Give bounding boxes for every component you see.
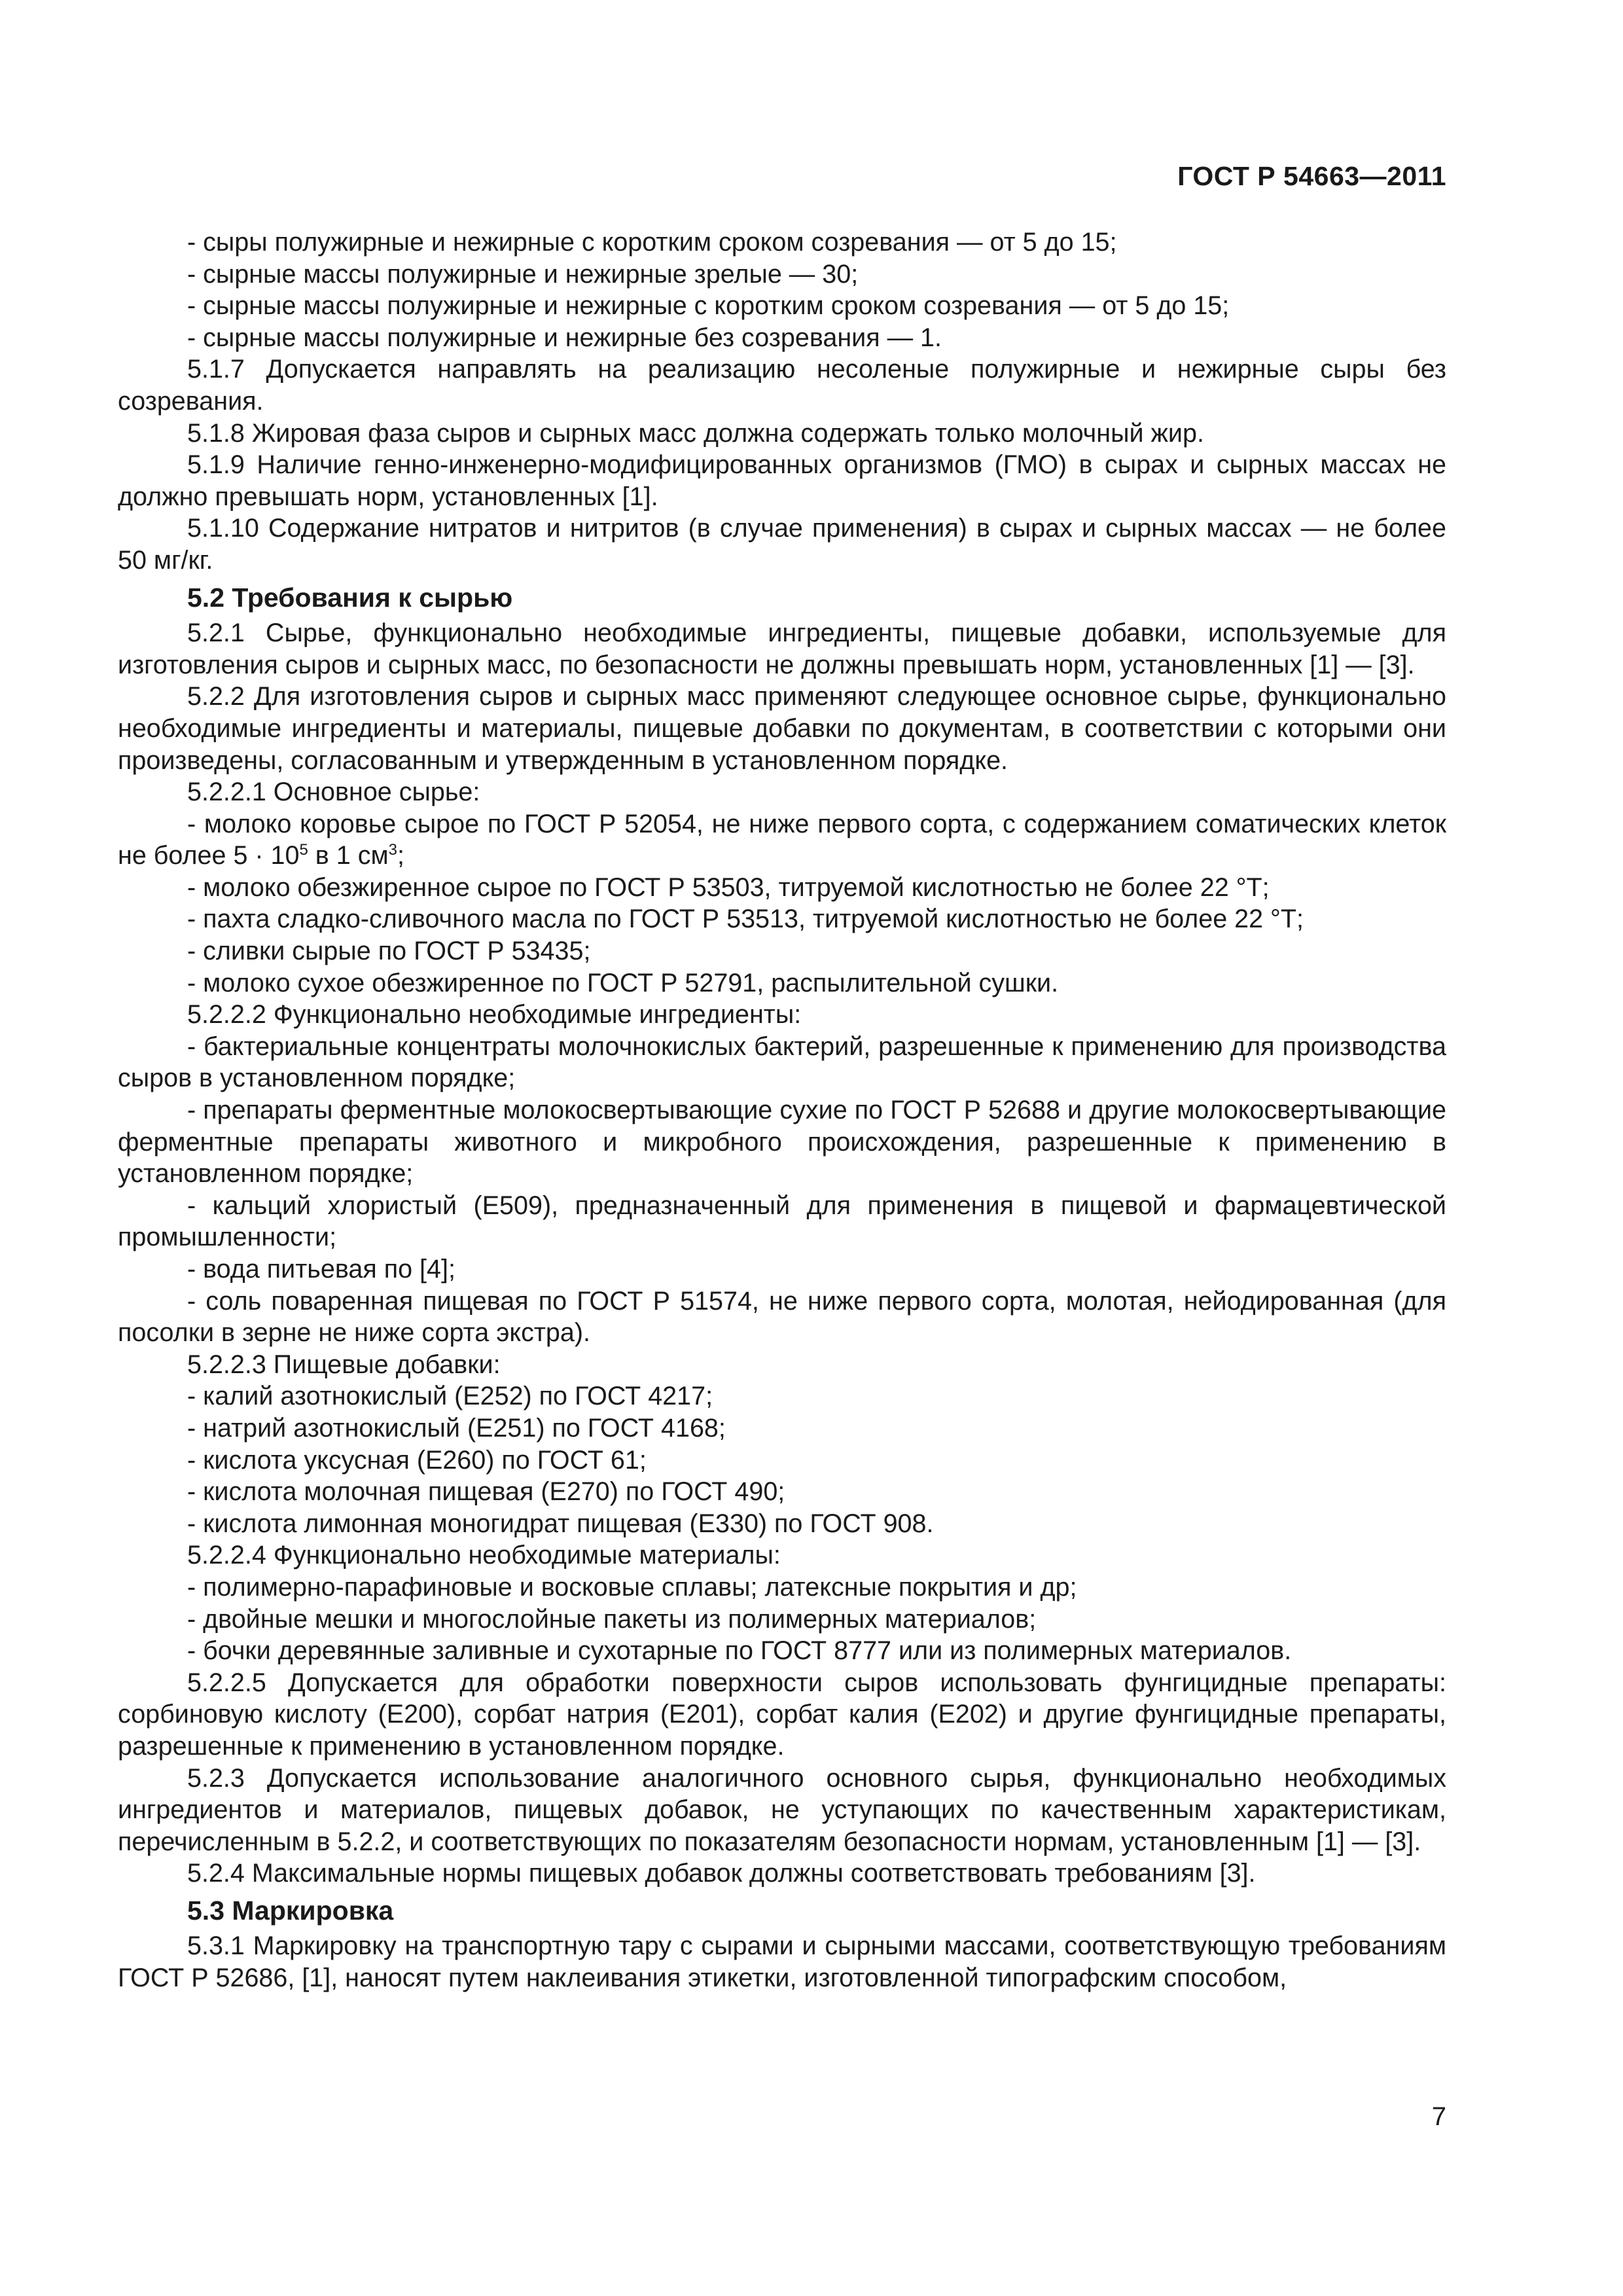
section-heading-5-2: 5.2 Требования к сырью bbox=[187, 582, 513, 613]
list-item-text: в 1 см bbox=[308, 841, 389, 870]
page-number: 7 bbox=[1431, 2102, 1446, 2131]
list-item: - бактериальные концентраты молочнокислых бактерий, разрешенные к применению для производства сыров в установленном порядке; bbox=[118, 1031, 1446, 1093]
list-item: - полимерно-парафиновые и восковые сплавы; латексные покрытия и др; bbox=[187, 1572, 1077, 1602]
paragraph-5-2-2: 5.2.2 Для изготовления сыров и сырных масс применяют следующее основное сырье, функционально необходимые ингредиенты и материалы, пищевые добавки по документам, в соответствии с которыми они произведены, согласованным и утвержденным в установленном порядке. bbox=[118, 682, 1446, 775]
paragraph-5-2-3: 5.2.3 Допускается использование аналогичного основного сырья, функционально необходимых ингредиентов и материалов, пищевых добавок, не уступающих по качественным характеристикам, перечисленным в 5.2.2, и соответствующих по показателям безопасности нормам, установленным [1] — [3]. bbox=[118, 1763, 1446, 1856]
paragraph-5-3-1: 5.3.1 Маркировку на транспортную тару с сырами и сырными массами, соответствующую требованиям ГОСТ Р 52686, [1], наносят путем наклеивания этикетки, изготовленной типографским способом, bbox=[118, 1931, 1446, 1993]
list-item: - молоко сухое обезжиренное по ГОСТ Р 52791, распылительной сушки. bbox=[187, 968, 1059, 997]
list-item-text: - молоко коровье сырое по ГОСТ Р 52054, не ниже первого сорта, с содержанием соматических клеток не более 5 · 10 bbox=[118, 809, 1446, 870]
list-item: - кислота лимонная моногидрат пищевая (Е330) по ГОСТ 908. bbox=[187, 1509, 934, 1538]
list-item: - сырные массы полужирные и нежирные зрелые — 30; bbox=[187, 259, 859, 289]
paragraph-5-2-2-2: 5.2.2.2 Функционально необходимые ингредиенты: bbox=[187, 1000, 802, 1030]
superscript: 3 bbox=[388, 841, 397, 859]
paragraph-5-1-10: 5.1.10 Содержание нитратов и нитритов (в случае применения) в сырах и сырных массах — не более 50 мг/кг. bbox=[118, 514, 1446, 575]
list-item: - кислота уксусная (Е260) по ГОСТ 61; bbox=[187, 1445, 647, 1475]
list-item: - сырные массы полужирные и нежирные с коротким сроком созревания — от 5 до 15; bbox=[187, 291, 1230, 321]
paragraph-5-2-2-3: 5.2.2.3 Пищевые добавки: bbox=[187, 1350, 501, 1379]
list-item: - соль поваренная пищевая по ГОСТ Р 51574, не ниже первого сорта, молотая, нейодированная (для посолки в зерне не ниже сорта экстра). bbox=[118, 1286, 1446, 1348]
superscript: 5 bbox=[299, 841, 308, 859]
paragraph-5-2-4: 5.2.4 Максимальные нормы пищевых добавок должны соответствовать требованиям [3]. bbox=[187, 1859, 1256, 1888]
list-item: - молоко обезжиренное сырое по ГОСТ Р 53503, титруемой кислотностью не более 22 °Т; bbox=[187, 872, 1270, 902]
paragraph-5-2-2-1: 5.2.2.1 Основное сырье: bbox=[187, 778, 480, 807]
list-item: - двойные мешки и многослойные пакеты из полимерных материалов; bbox=[187, 1604, 1037, 1634]
paragraph-5-1-7: 5.1.7 Допускается направлять на реализацию несоленые полужирные и нежирные сыры без созревания. bbox=[118, 355, 1446, 416]
list-item: - сырные массы полужирные и нежирные без созревания — 1. bbox=[187, 323, 942, 352]
section-heading-5-3: 5.3 Маркировка bbox=[187, 1895, 394, 1926]
document-header: ГОСТ Р 54663—2011 bbox=[1177, 161, 1446, 191]
list-item: - калий азотнокислый (Е252) по ГОСТ 4217; bbox=[187, 1382, 713, 1411]
paragraph-5-2-2-4: 5.2.2.4 Функционально необходимые материалы: bbox=[187, 1541, 781, 1570]
list-item: - пахта сладко-сливочного масла по ГОСТ Р 53513, титруемой кислотностью не более 22 °Т; bbox=[187, 905, 1304, 934]
list-item: - бочки деревянные заливные и сухотарные по ГОСТ 8777 или из полимерных материалов. bbox=[187, 1636, 1292, 1666]
list-item: - препараты ферментные молокосвертывающие сухие по ГОСТ Р 52688 и другие молокосвертывающие ферментные препараты животного и микробного происхождения, разрешенные к применению в установленном порядке; bbox=[118, 1096, 1446, 1189]
list-item bbox=[118, 808, 1446, 872]
list-item: - сливки сырые по ГОСТ Р 53435; bbox=[187, 937, 591, 966]
list-item: - вода питьевая по [4]; bbox=[187, 1255, 455, 1283]
paragraph-5-1-9: 5.1.9 Наличие генно-инженерно-модифицированных организмов (ГМО) в сырах и сырных массах не должно превышать норм, установленных [1]. bbox=[118, 450, 1446, 511]
document-body bbox=[118, 226, 1446, 1994]
list-item: - натрий азотнокислый (Е251) по ГОСТ 4168; bbox=[187, 1413, 726, 1443]
paragraph-5-2-1: 5.2.1 Сырье, функционально необходимые ингредиенты, пищевые добавки, используемые для изготовления сыров и сырных масс, по безопасности не должны превышать норм, установленных [1] — [3]. bbox=[118, 619, 1446, 679]
list-item: - сыры полужирные и нежирные с коротким сроком созревания — от 5 до 15; bbox=[187, 228, 1117, 257]
list-item: - кислота молочная пищевая (Е270) по ГОСТ 490; bbox=[187, 1477, 785, 1507]
paragraph-5-1-8: 5.1.8 Жировая фаза сыров и сырных масс должна содержать только молочный жир. bbox=[187, 418, 1204, 448]
list-item-text: ; bbox=[397, 841, 404, 870]
list-item: - кальций хлористый (Е509), предназначенный для применения в пищевой и фармацевтической промышленности; bbox=[118, 1191, 1446, 1252]
paragraph-5-2-2-5: 5.2.2.5 Допускается для обработки поверхности сыров использовать фунгицидные препараты: сорбиновую кислоту (Е200), сорбат натрия (Е201), сорбат калия (Е202) и другие фунгицидные препараты, разрешенные к применению в установленном порядке. bbox=[118, 1668, 1446, 1761]
